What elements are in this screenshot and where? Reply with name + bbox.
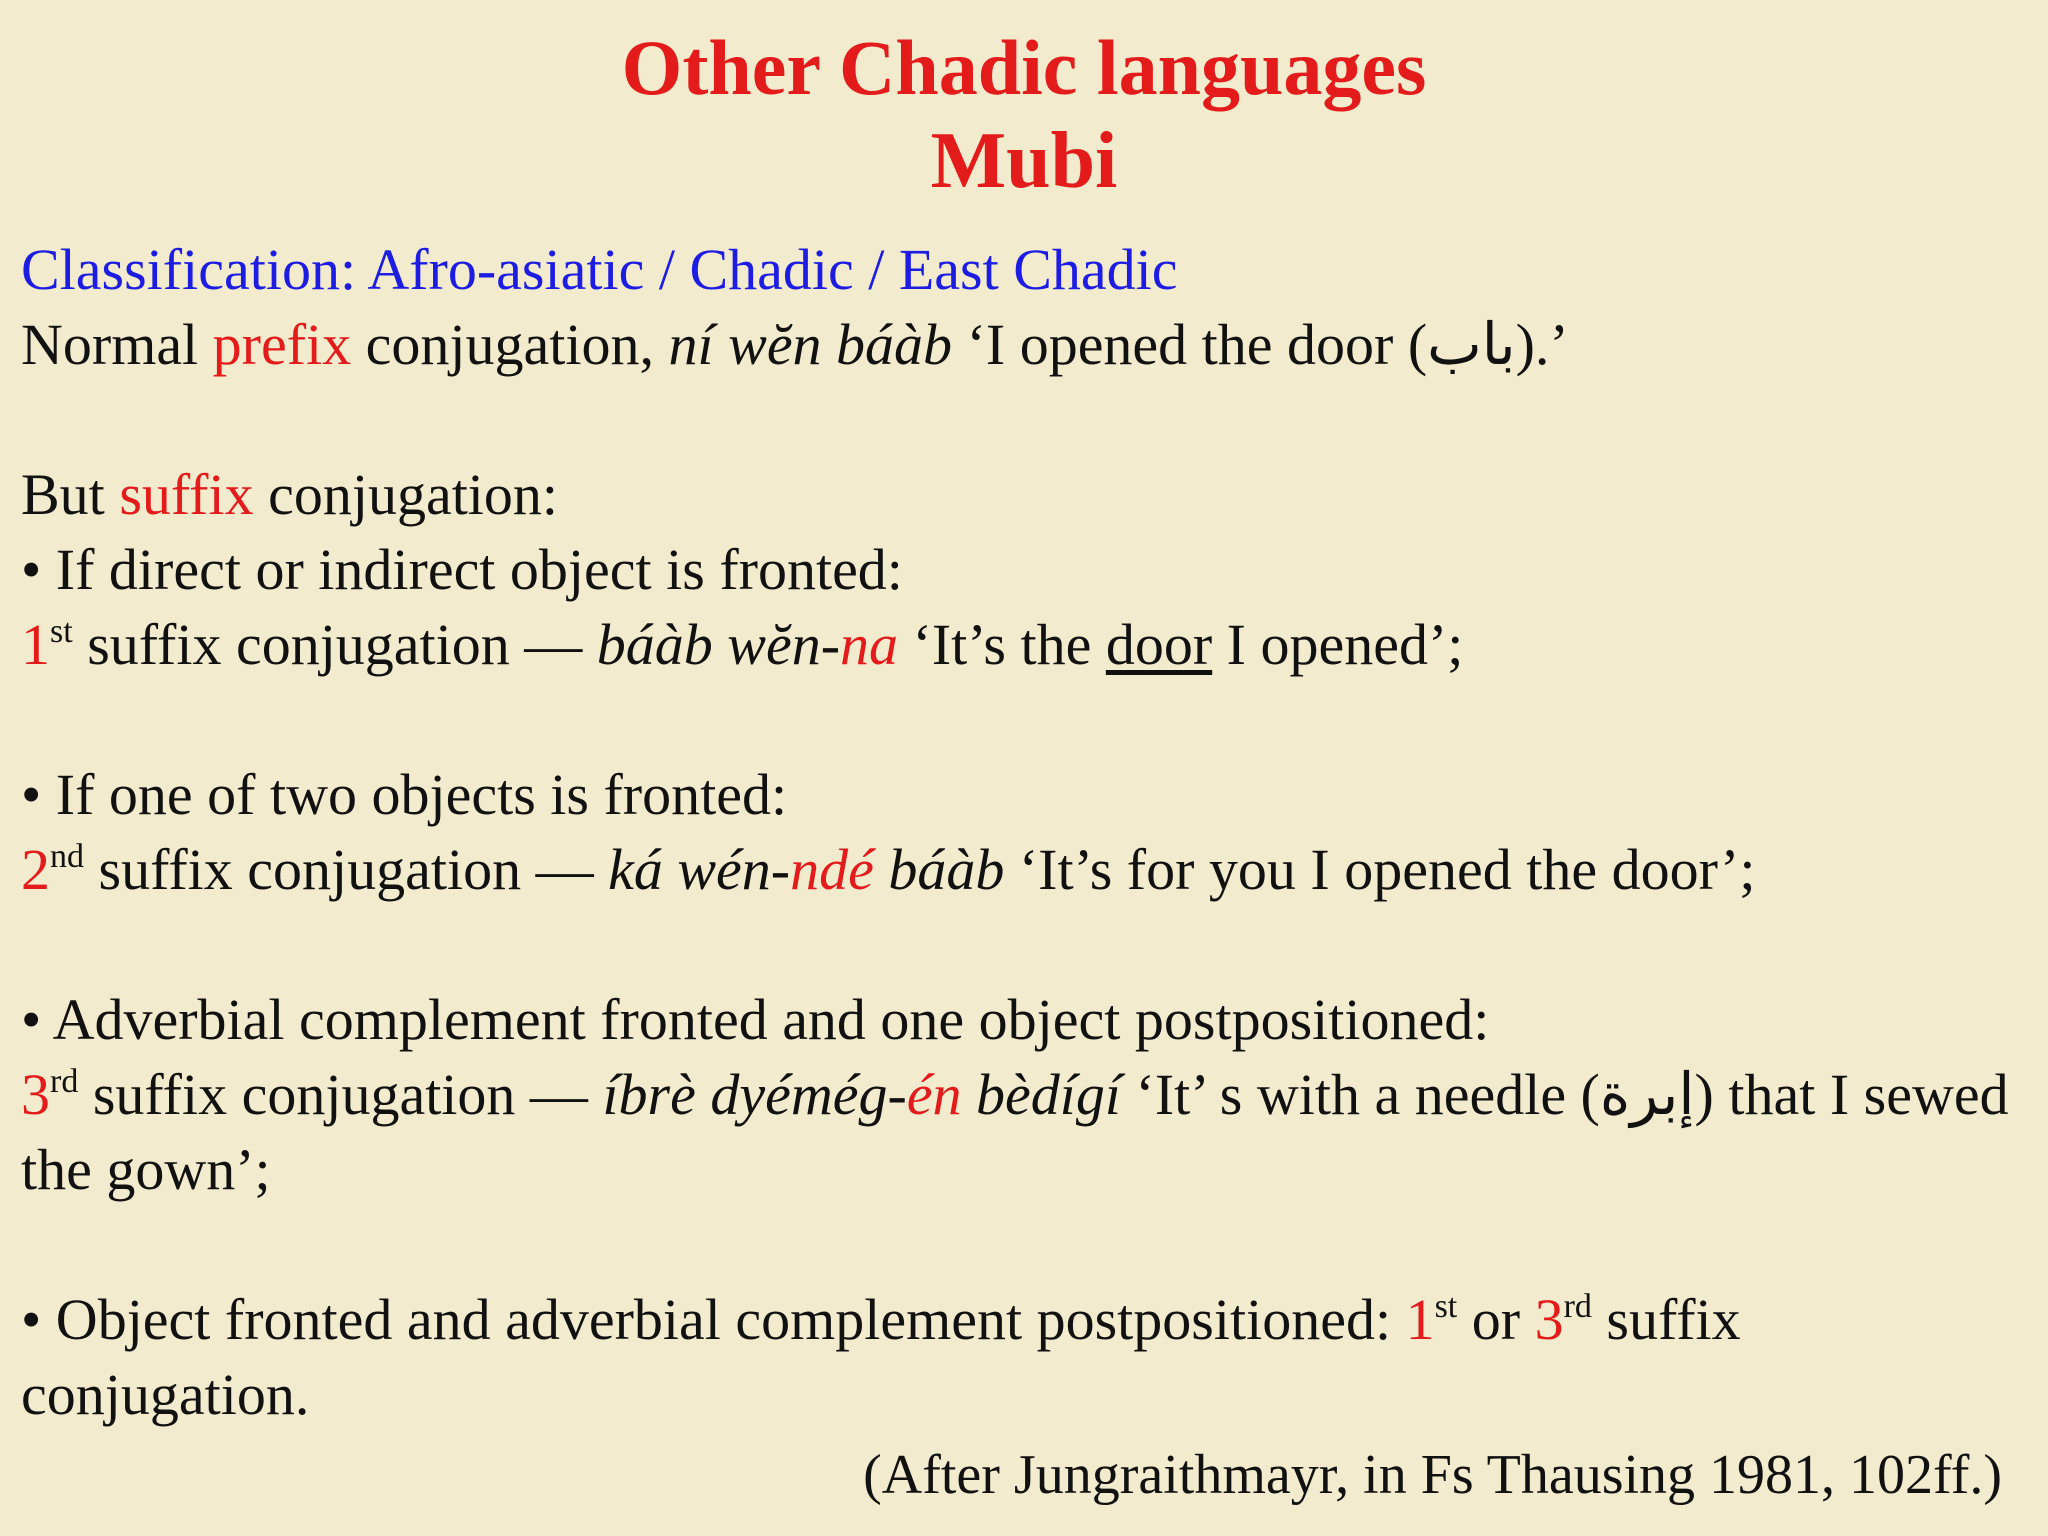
- slide-body: [21, 232, 2021, 1432]
- second-suffix-example: [21, 832, 2021, 907]
- suffix-term: suffix: [119, 462, 254, 527]
- page-subtitle: Mubi: [930, 117, 1118, 205]
- classification-line: Classification: Afro-asiatic / Chadic / East Chadic: [21, 237, 1178, 302]
- bullet-item-3: • Adverbial complement fronted and one object postpositioned:: [21, 987, 1490, 1052]
- first-suffix-example: [21, 607, 2021, 682]
- but-tail: conjugation:: [253, 462, 559, 527]
- bullet-item-4: [21, 1282, 2021, 1432]
- bullet-text: • Object fronted and adverbial complement postpositioned:: [21, 1287, 1406, 1352]
- bullet-item-2: • If one of two objects is fronted:: [21, 762, 788, 827]
- ordinal-suffix: nd: [50, 838, 84, 875]
- but-lead: But: [21, 462, 120, 527]
- normal-lead: Normal: [21, 312, 213, 377]
- normal-gloss: ‘I opened the door (باب).’: [952, 312, 1569, 377]
- ordinal-number: 1: [21, 612, 50, 677]
- spacer: [21, 382, 2021, 457]
- bullet-tail: suffix conjugation.: [21, 1287, 1741, 1427]
- example-text-end: báàb: [873, 837, 1005, 902]
- third-suffix-example: [21, 1057, 2021, 1207]
- example-text: íbrè dyémég-: [602, 1062, 907, 1127]
- suffix-morpheme: na: [840, 612, 899, 677]
- suffix-morpheme: ndé: [790, 837, 874, 902]
- citation: (After Jungraithmayr, in Fs Thausing 1981, 102ff.): [863, 1444, 2002, 1506]
- ordinal-number: 3: [21, 1062, 50, 1127]
- example-text: báàb wĕn-: [596, 612, 841, 677]
- but-suffix-line: [21, 457, 2021, 532]
- example-text-end: bèdígí: [961, 1062, 1122, 1127]
- ordinal-suffix: rd: [1563, 1288, 1592, 1325]
- ordinal-number: 1: [1405, 1287, 1435, 1352]
- normal-example: ní wĕn báàb: [668, 312, 953, 377]
- example-text: ká wén-: [608, 837, 791, 902]
- suffix-morpheme: én: [906, 1062, 962, 1127]
- spacer: [21, 1207, 2021, 1282]
- conjugation-label: suffix conjugation —: [78, 1062, 603, 1127]
- ordinal-number: 3: [1534, 1287, 1564, 1352]
- spacer: [21, 907, 2021, 982]
- conjugation-label: suffix conjugation —: [84, 837, 609, 902]
- ordinal-suffix: rd: [50, 1063, 79, 1100]
- gloss-text-end: I opened’;: [1212, 612, 1464, 677]
- normal-conjugation-line: [21, 307, 2021, 382]
- gloss-text: ‘It’s for you I opened the door’;: [1004, 837, 1756, 902]
- ordinal-suffix: st: [50, 613, 73, 650]
- normal-mid: conjugation,: [351, 312, 669, 377]
- conjugation-label: suffix conjugation —: [72, 612, 597, 677]
- page-title: Other Chadic languages: [621, 24, 1427, 111]
- ordinal-number: 2: [21, 837, 50, 902]
- spacer: [21, 682, 2021, 757]
- underlined-word: door: [1105, 612, 1213, 677]
- ordinal-suffix: st: [1434, 1288, 1458, 1325]
- prefix-term: prefix: [212, 312, 352, 377]
- gloss-text: ‘It’s the: [898, 612, 1106, 677]
- or-text: or: [1457, 1287, 1535, 1352]
- bullet-item-1: • If direct or indirect object is fronted:: [21, 537, 903, 602]
- gloss-text: ‘It’ s with a needle (إبرة) that I sewed the gown’;: [21, 1062, 2009, 1202]
